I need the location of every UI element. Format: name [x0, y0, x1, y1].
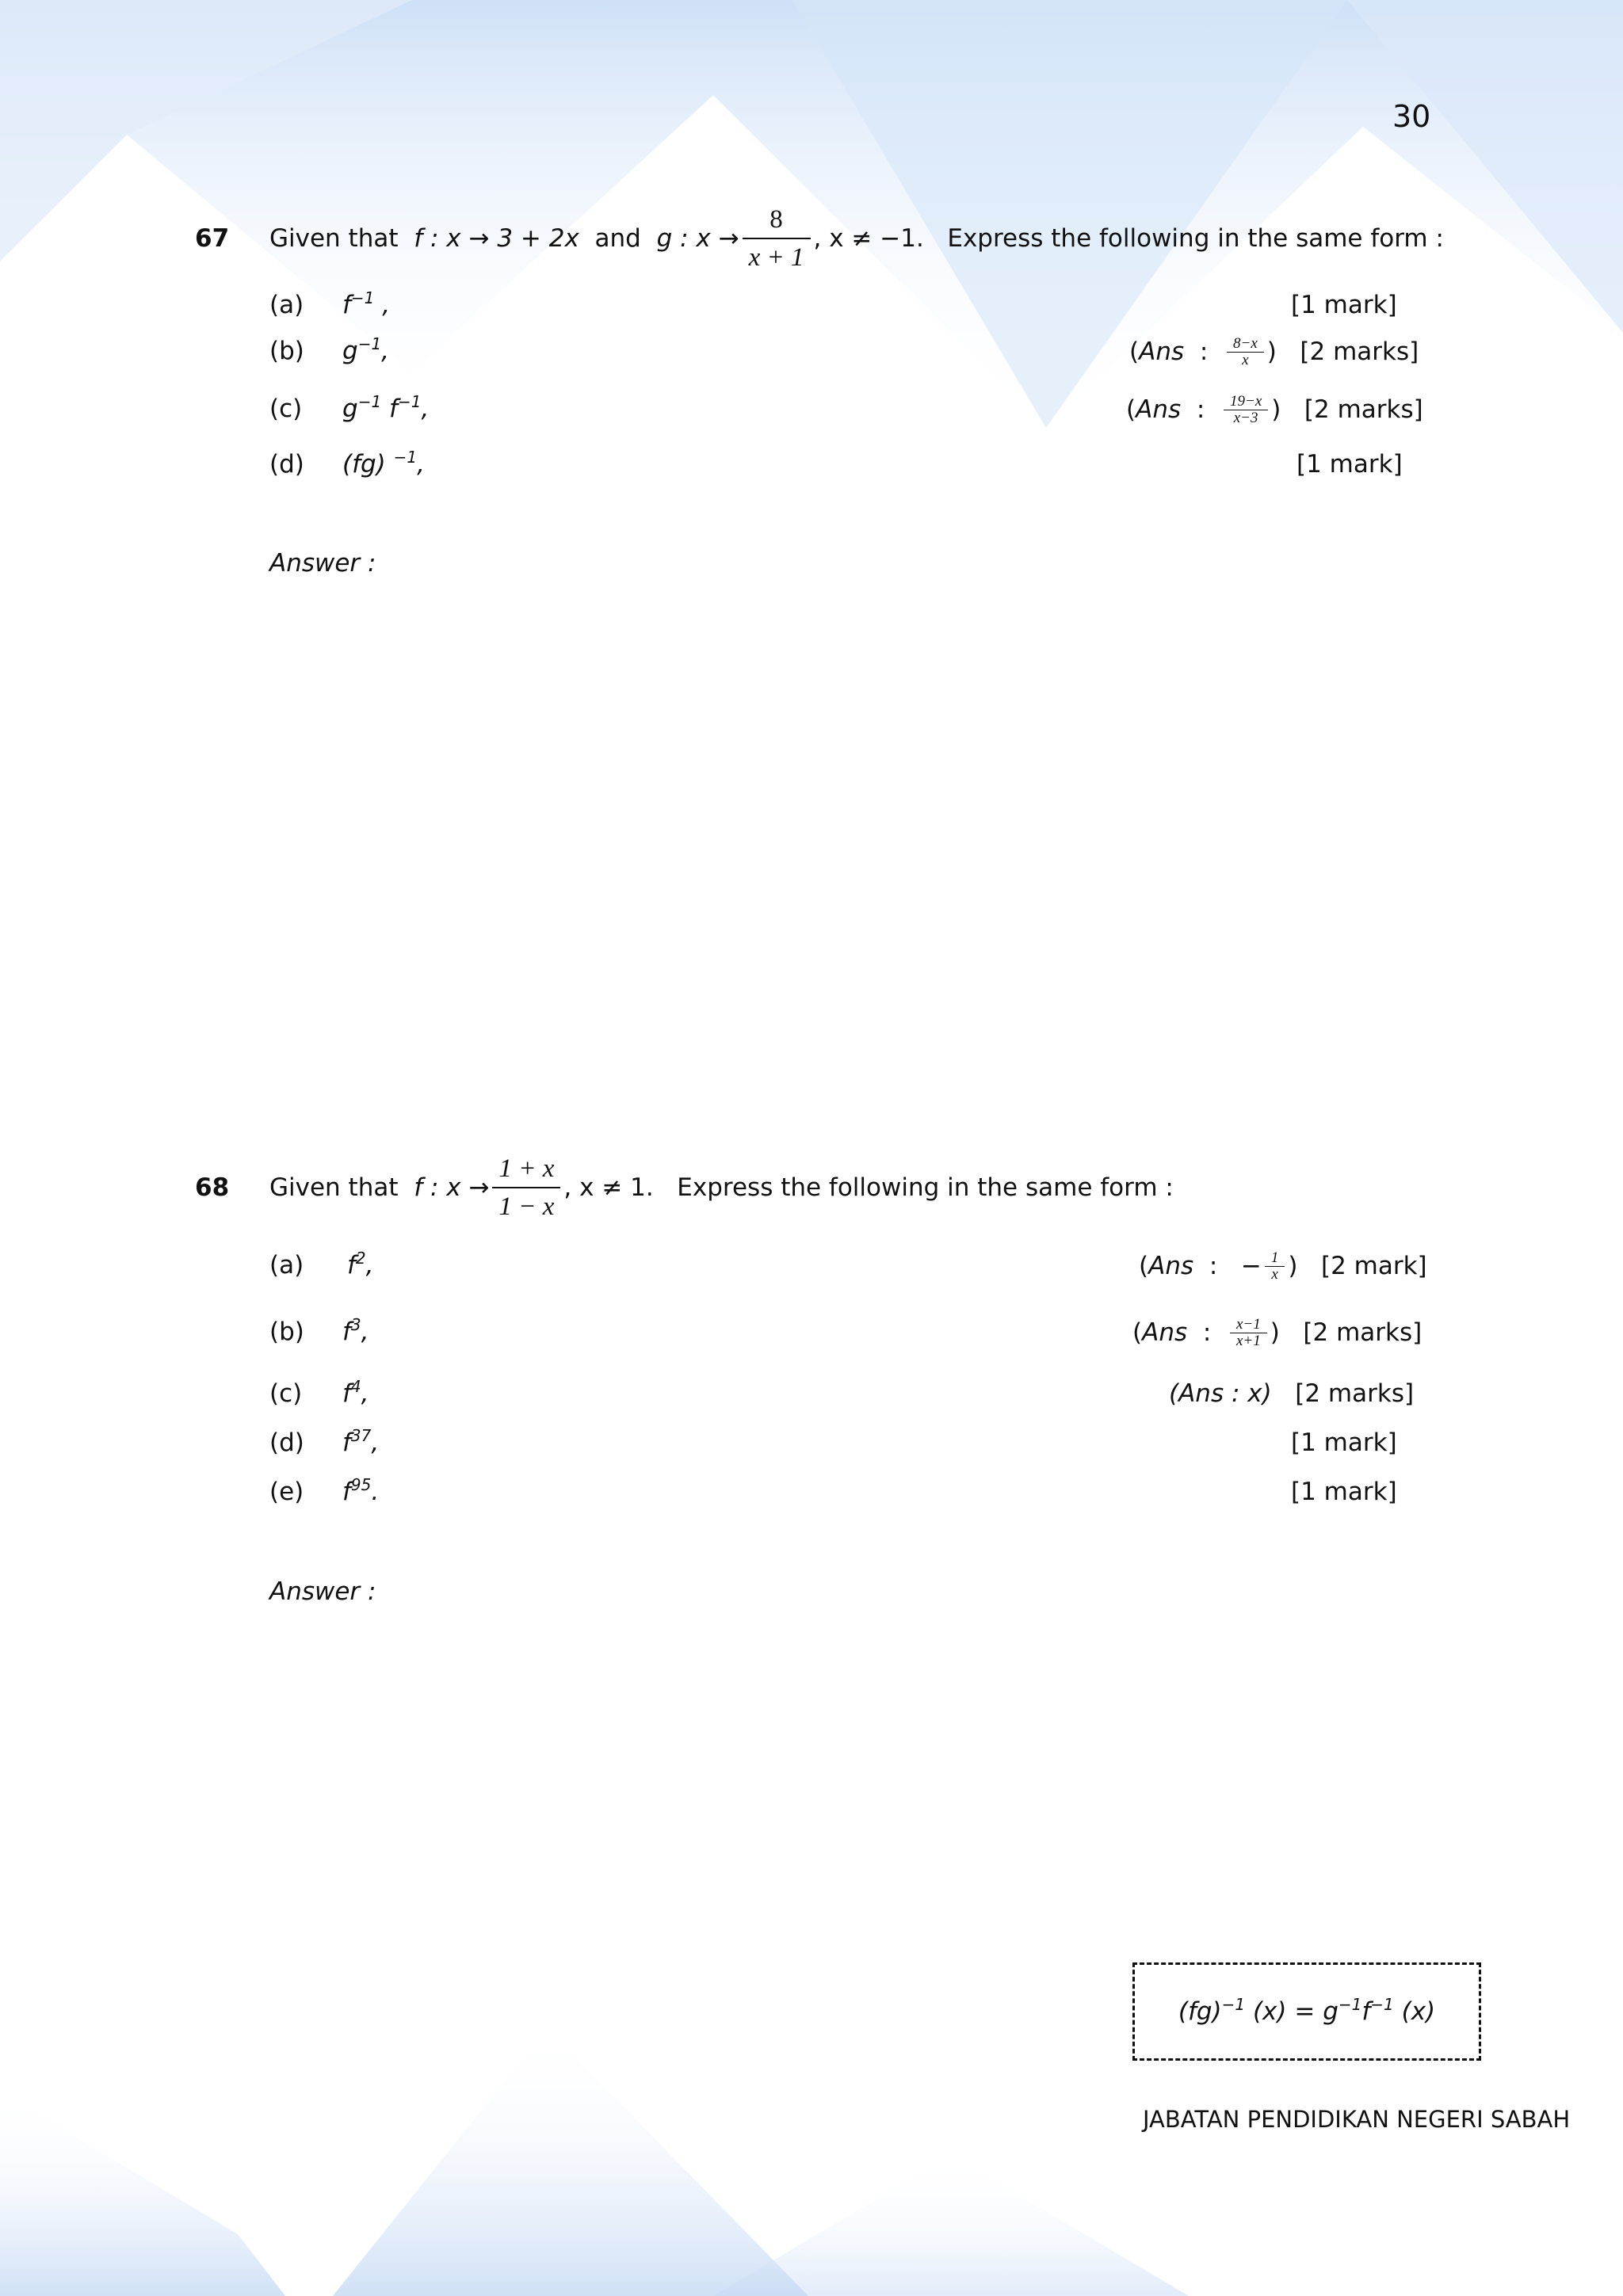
q68-e-expr [342, 1475, 380, 1506]
q68-a-ans-sign: − [1240, 1252, 1262, 1280]
q67-c-sup2: −1 [397, 392, 422, 411]
q67-c-ans-num: 19−x [1230, 392, 1262, 410]
q67-b-ans-num: 8−x [1233, 334, 1258, 352]
q68-a-ans-num: 1 [1270, 1249, 1279, 1266]
q68-c-answer [1169, 1379, 1414, 1408]
q68-a-ans-den: x [1271, 1265, 1278, 1283]
q67-d-fn: (fg) [342, 450, 386, 479]
q68-a-fn: f [347, 1251, 356, 1280]
q67-b-ans-prefix: Ans [1139, 338, 1185, 366]
q68-a-ans-prefix: Ans [1148, 1252, 1194, 1280]
footer-text: JABATAN PENDIDIKAN NEGERI SABAH [1143, 2106, 1571, 2133]
q67-stem [269, 200, 1444, 277]
q68-b-marks: [2 marks] [1303, 1318, 1423, 1347]
formula-f: f [1361, 1997, 1371, 2026]
q67-answer-label: Answer : [269, 549, 376, 578]
q68-a-tail: , [365, 1251, 374, 1280]
q67-and: and [594, 224, 641, 253]
q68-b-answer: ( Ans : $\frac{x-1}{x+1}$ ) [2 marks] [1132, 1315, 1423, 1349]
q68-e-tail: . [371, 1478, 380, 1506]
q68-c-ans-text: (Ans : x) [1169, 1379, 1272, 1408]
q67-a-tail: , [374, 291, 391, 319]
q68-d-fn: f [342, 1428, 351, 1457]
q67-b-marks: [2 marks] [1300, 338, 1419, 366]
q67-d-marks: [1 mark] [1296, 450, 1403, 479]
q67-g-fraction [743, 201, 811, 276]
q68-e-fn: f [342, 1478, 351, 1506]
q68-d-marks: [1 mark] [1291, 1428, 1397, 1457]
q67-g-suffix: , x ≠ −1. [813, 224, 924, 253]
q67-a-sup: −1 [350, 288, 375, 307]
q68-d-label: (d) [269, 1428, 304, 1457]
q68-c-expr [342, 1379, 369, 1408]
q67-instruction: Express the following in the same form : [947, 224, 1444, 253]
q68-f-fraction [492, 1150, 560, 1225]
q68-c-label: (c) [269, 1379, 303, 1408]
q68-instruction: Express the following in the same form : [677, 1173, 1174, 1202]
q68-a-ans-fraction [1265, 1250, 1285, 1283]
q67-a-marks: [1 mark] [1291, 291, 1397, 319]
q68-b-fn: f [342, 1318, 351, 1346]
q67-c-label: (c) [269, 395, 303, 423]
q68-a-answer: ( Ans : − $\frac{1}{x}$ ) [2 mark] [1139, 1249, 1427, 1283]
q68-c-tail: , [361, 1379, 369, 1408]
q67-g-prefix: g : x → [656, 224, 739, 253]
formula-g-sup: −1 [1338, 1995, 1362, 2014]
q68-e-marks: [1 mark] [1291, 1478, 1397, 1506]
q67-b-expr [342, 334, 390, 365]
q68-stem [269, 1150, 1174, 1226]
q68-f-prefix: f : x → [414, 1173, 490, 1202]
q68-f-denominator: 1 − x [498, 1192, 555, 1221]
formula-lhs-x: (x) = [1245, 1997, 1323, 2026]
q68-b-ans-num: x−1 [1236, 1315, 1261, 1333]
q67-d-tail: , [417, 450, 425, 479]
q67-c-ans-den: x−3 [1233, 409, 1258, 426]
q68-a-expr [347, 1251, 374, 1280]
formula-lhs-sup: −1 [1221, 1995, 1246, 2014]
q67-c-answer: ( Ans : $\frac{19-x}{x-3}$ ) [2 marks] [1126, 392, 1423, 426]
formula-rhs-x: (x) [1393, 1997, 1436, 2026]
q68-c-sup: 4 [350, 1377, 361, 1396]
q68-b-ans-prefix: Ans [1142, 1318, 1188, 1347]
formula-hint-box [1132, 1962, 1481, 2061]
q68-number: 68 [195, 1173, 230, 1202]
q68-b-ans-den: x+1 [1236, 1332, 1261, 1349]
q68-b-sup: 3 [350, 1315, 361, 1334]
q67-a-label: (a) [269, 291, 304, 319]
q67-g-numerator: 8 [769, 205, 783, 234]
q67-b-fn: g [342, 337, 358, 365]
q68-f-numerator: 1 + x [498, 1154, 555, 1183]
q68-a-sup: 2 [355, 1249, 366, 1268]
q68-c-fn: f [342, 1379, 351, 1408]
q68-e-sup: 95 [350, 1475, 372, 1494]
formula-text [1178, 1997, 1435, 2026]
q67-b-sup: −1 [357, 334, 382, 353]
q68-e-label: (e) [269, 1478, 304, 1506]
q67-d-sup: −1 [393, 448, 418, 467]
q67-b-answer: ( Ans : $\frac{8-x}{x}$ ) [2 marks] [1129, 334, 1419, 368]
q67-c-ans-fraction [1224, 394, 1268, 426]
q67-b-tail: , [381, 337, 390, 365]
q67-f-def: f : x → 3 + 2x [414, 224, 579, 253]
q67-g-denominator: x + 1 [748, 243, 804, 272]
q67-c-sup: −1 [357, 392, 382, 411]
q67-c-fn2: f [389, 395, 398, 423]
q68-a-label: (a) [269, 1251, 304, 1280]
q67-b-ans-fraction [1227, 336, 1264, 368]
q68-b-ans-fraction [1230, 1317, 1267, 1349]
formula-lhs: (fg) [1178, 1997, 1222, 2026]
q68-b-tail: , [361, 1318, 369, 1346]
q68-given: Given that [269, 1173, 399, 1202]
q68-c-marks: [2 marks] [1295, 1379, 1415, 1408]
formula-g: g [1323, 1997, 1338, 2026]
q68-f-suffix: , x ≠ 1. [563, 1173, 654, 1202]
q67-number: 67 [195, 224, 230, 253]
formula-f-sup: −1 [1370, 1995, 1394, 2014]
q67-a-expr [342, 288, 391, 319]
q68-d-tail: , [371, 1428, 380, 1457]
q67-b-label: (b) [269, 337, 304, 365]
q68-answer-label: Answer : [269, 1577, 376, 1606]
q68-b-label: (b) [269, 1318, 304, 1346]
q68-a-marks: [2 mark] [1320, 1252, 1427, 1280]
q67-given: Given that [269, 224, 399, 253]
q67-d-expr [342, 450, 425, 479]
q68-d-expr [342, 1428, 379, 1457]
q67-b-ans-den: x [1242, 351, 1249, 368]
q68-d-sup: 37 [350, 1426, 372, 1445]
q67-d-label: (d) [269, 450, 304, 479]
q68-b-expr [342, 1315, 369, 1346]
page-number: 30 [1392, 99, 1431, 134]
q67-c-tail: , [421, 395, 430, 423]
q67-a-fn: f [342, 291, 351, 319]
q67-c-marks: [2 marks] [1304, 395, 1423, 424]
q67-c-fn: g [342, 395, 358, 423]
q67-c-ans-prefix: Ans [1136, 395, 1182, 424]
q67-c-expr [342, 392, 430, 423]
